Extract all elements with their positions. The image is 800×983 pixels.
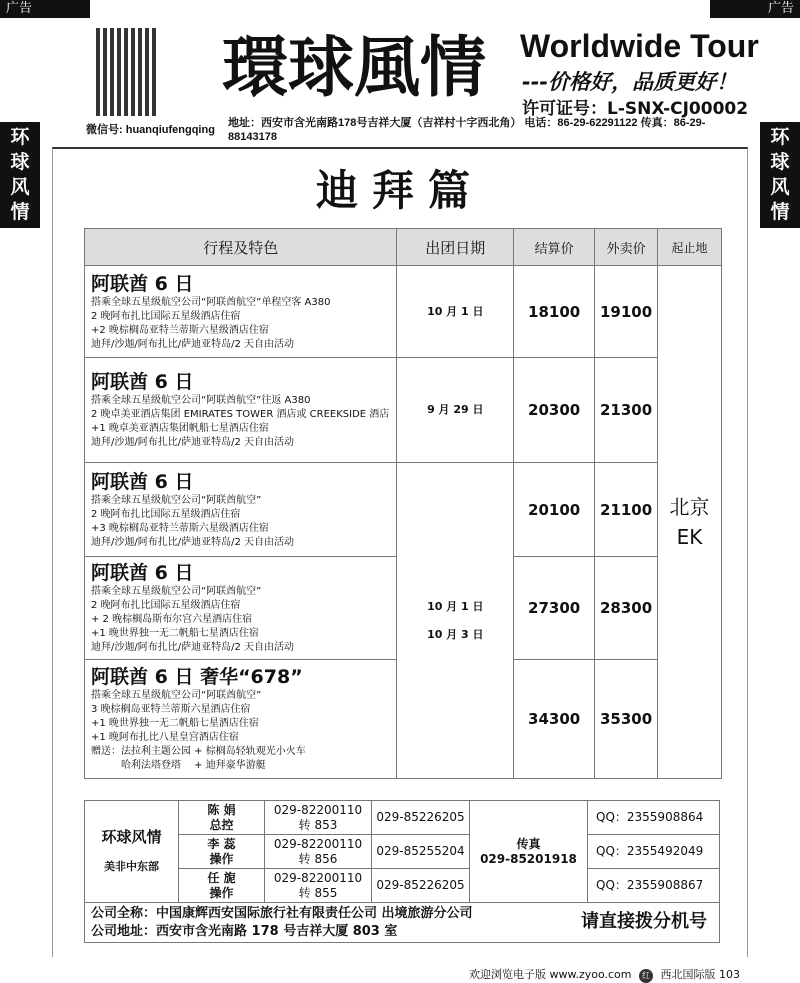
line: +3 晚棕榈岛亚特兰蒂斯六星级酒店住宿 [91,522,269,534]
date: 10 月 1 日 [427,599,484,613]
person-cell [179,801,265,835]
table-row [85,358,722,463]
origin-airline: EK [676,525,703,549]
line: +1 晚卓美亚酒店集团帆船七星酒店住宿 [91,423,269,434]
company-address: 公司地址：西安市含光南路 178 号吉祥大厦 803 室 [91,923,398,939]
ext: 转 855 [298,885,338,900]
page-title: 迪拜篇 [315,166,484,215]
itinerary-cell [85,557,397,660]
line: 赠送：法拉利主题公园 + 棕榈岛轻轨观光小火车 [91,746,306,757]
fax-cell [470,801,588,903]
line: 搭乘全球五星级航空公司“阿联酋航空” [91,690,262,701]
settle-price: 18100 [514,266,595,358]
brand-en: Worldwide Tour [520,28,759,64]
person-role: 总控 [209,817,234,832]
wechat: 微信号: huanqiufengqing [86,124,215,136]
ad-tag-left: 广告 [0,0,90,18]
line: 搭乘全球五星级航空公司“阿联酋航空” [91,586,262,597]
address: 地址：西安市含光南路178号吉祥大厦（吉祥村十字西北角） 电话：86-29-62291122 传真：86-29-88143178 [228,117,706,143]
tel2-cell: 029-85226205 [372,801,470,835]
origin-cell [658,266,722,779]
tour-title: 阿联酋 6 日 奢华“678” [91,666,303,688]
person-name: 任 旎 [207,870,236,885]
col-header: 出团日期 [397,229,514,266]
tel: 029-82200110 [273,802,363,817]
line: 2 晚阿布扎比国际五星级酒店住宿 [91,600,241,611]
table-row [85,266,722,358]
line: +1 晚世界独一无二帆船七星酒店住宿 [91,718,259,729]
ext: 转 856 [298,851,338,866]
sale-price: 35300 [595,660,658,779]
dept-cell [85,801,179,903]
itinerary-cell [85,358,397,463]
edition: 西北国际版 [660,968,716,981]
line: +2 晚棕榈岛亚特兰蒂斯六星级酒店住宿 [91,324,269,336]
line: 搭乘全球五星级航空公司“阿联酋航空”单程空客 A380 [91,296,331,308]
ad-tag-right: 广告 [710,0,800,18]
footer-text: 欢迎浏览电子版 www.zyoo.com [468,968,632,981]
col-header: 行程及特色 [85,229,397,266]
license: 许可证号：L-SNX-CJ00002 [522,99,749,119]
tel2-cell: 029-85255204 [372,835,470,869]
side-char: 情 [10,201,30,223]
line: 迪拜/沙迦/阿布扎比/萨迪亚特岛/2 天自由活动 [91,536,295,548]
itinerary-cell [85,266,397,358]
settle-price: 20300 [514,358,595,463]
qq-cell: QQ：2355492049 [588,835,720,869]
side-char: 情 [770,201,790,223]
company-info [85,903,720,943]
origin-city: 北京 [669,495,710,519]
settle-price: 20100 [514,463,595,557]
settle-price: 27300 [514,557,595,660]
contact-table [84,800,720,943]
side-char: 风 [10,176,30,198]
itinerary-table [84,228,722,779]
side-char: 球 [10,151,30,173]
fax-label: 传真 [516,836,541,851]
date-cell [397,463,514,779]
footer [469,966,740,983]
person-role: 操作 [209,851,234,866]
settle-price: 34300 [514,660,595,779]
company-name: 公司全称：中国康辉西安国际旅行社有限责任公司 出境旅游分公司 [91,905,473,921]
side-char: 环 [10,126,30,148]
line: 2 晚阿布扎比国际五星级酒店住宿 [91,508,241,520]
tel: 029-82200110 [273,870,363,885]
itinerary-cell [85,463,397,557]
line: 搭乘全球五星级航空公司“阿联酋航空”往返 A380 [91,395,311,406]
tel: 029-82200110 [273,836,363,851]
person-role: 操作 [209,885,234,900]
dept-name: 环球风情 [101,827,162,846]
person-cell [179,835,265,869]
side-char: 风 [770,176,790,198]
itinerary-cell [85,660,397,779]
badge-icon: 红 [639,969,653,983]
tour-title: 阿联酋 6 日 [91,562,194,584]
sale-price: 21100 [595,463,658,557]
sale-price: 21300 [595,358,658,463]
date-cell: 10 月 1 日 [397,266,514,358]
qr-code-icon [96,28,156,116]
sale-price: 19100 [595,266,658,358]
line: + 2 晚棕榈岛斯布尔宫六星酒店住宿 [91,614,253,625]
line: 2 晚卓美亚酒店集团 EMIRATES TOWER 酒店或 CREEKSIDE 酒店 [91,409,390,420]
line: 3 晚棕榈岛亚特兰蒂斯六星酒店住宿 [91,704,251,715]
line: 迪拜/沙迦/阿布扎比/萨迪亚特岛/2 天自由活动 [91,437,295,448]
line: +1 晚世界独一无二帆船七星酒店住宿 [91,628,259,639]
line: 迪拜/沙迦/阿布扎比/萨迪亚特岛/2 天自由活动 [91,338,295,350]
tel-cell [265,801,372,835]
person-cell [179,869,265,903]
side-char: 球 [770,151,790,173]
line: +1 晚阿布扎比八星皇宫酒店住宿 [91,732,239,743]
line: 2 晚阿布扎比国际五星级酒店住宿 [91,310,241,322]
tel-cell [265,869,372,903]
sale-price: 28300 [595,557,658,660]
line: 迪拜/沙迦/阿布扎比/萨迪亚特岛/2 天自由活动 [91,642,295,653]
tour-title: 阿联酋 6 日 [91,470,194,493]
tel-cell [265,835,372,869]
line: 哈利法塔登塔 + 迪拜豪华游艇 [91,760,266,771]
dept-sub: 美非中东部 [104,859,159,873]
qq-cell: QQ：2355908864 [588,801,720,835]
ext: 转 853 [298,817,338,832]
fax-number: 029-85201918 [480,851,577,866]
col-header: 外卖价 [595,229,658,266]
tour-title: 阿联酋 6 日 [91,272,194,295]
person-name: 李 蕊 [207,836,236,851]
person-name: 陈 娟 [207,802,236,817]
date: 10 月 3 日 [427,627,484,641]
date-cell: 9 月 29 日 [397,358,514,463]
qq-cell: QQ：2355908867 [588,869,720,903]
col-header: 起止地 [658,229,722,266]
line: 搭乘全球五星级航空公司“阿联酋航空” [91,494,262,506]
call-note: 请直接拨分机号 [581,911,707,932]
logo: 環球風情 [222,28,486,106]
col-header: 结算价 [514,229,595,266]
page-number: 103 [719,968,740,981]
table-row [85,463,722,557]
tour-title: 阿联酋 6 日 [91,371,194,393]
tel2-cell: 029-85226205 [372,869,470,903]
slogan: ---价格好，品质更好！ [522,70,738,94]
side-char: 环 [770,126,790,148]
